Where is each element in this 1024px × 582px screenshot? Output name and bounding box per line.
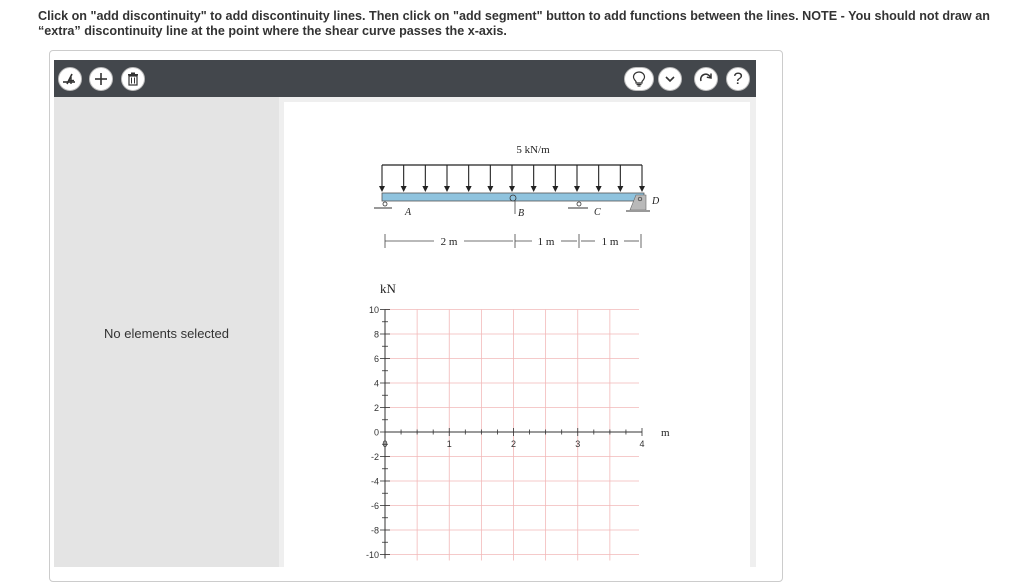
load-arrow-head xyxy=(401,186,407,192)
beam-diagram xyxy=(374,144,660,248)
redo-icon xyxy=(698,71,714,87)
add-discontinuity-icon xyxy=(62,71,78,87)
options-dropdown-button[interactable] xyxy=(658,67,682,91)
trash-icon xyxy=(126,72,140,86)
load-arrows xyxy=(379,165,645,192)
add-segment-button[interactable] xyxy=(89,67,113,91)
dim-label-cd: 1 m xyxy=(601,236,619,248)
help-button[interactable] xyxy=(726,67,750,91)
canvas-area xyxy=(279,97,756,567)
point-label-d: D xyxy=(652,196,660,207)
beam-bar xyxy=(382,193,644,201)
dim-label-ab: 2 m xyxy=(440,236,458,248)
hint-button[interactable] xyxy=(624,67,654,91)
point-label-a: A xyxy=(405,207,412,218)
canvas-svg xyxy=(284,102,750,572)
load-arrow-head xyxy=(574,186,580,192)
y-tick-label: -8 xyxy=(370,525,379,536)
x-axis-label: m xyxy=(661,427,670,439)
y-tick-label: -10 xyxy=(365,550,379,560)
y-tick-label: 6 xyxy=(373,354,379,364)
dim-label-bc: 1 m xyxy=(537,236,555,248)
load-arrow-head xyxy=(509,186,515,192)
load-arrow-head xyxy=(531,186,537,192)
redo-button[interactable] xyxy=(694,67,718,91)
pin-support-a xyxy=(374,202,392,209)
load-arrow-head xyxy=(639,186,645,192)
load-arrow-head xyxy=(466,186,472,192)
properties-panel xyxy=(54,97,279,567)
y-tick-label: 4 xyxy=(373,378,379,389)
y-tick-label: -2 xyxy=(370,452,379,462)
load-arrow-head xyxy=(379,186,385,192)
load-arrow-head xyxy=(617,186,623,192)
load-label: 5 kN/m xyxy=(516,144,550,156)
x-tick-labels xyxy=(382,439,644,449)
x-tick-label: 3 xyxy=(575,439,581,449)
plot-grid xyxy=(385,310,639,561)
load-arrow-head xyxy=(422,186,428,192)
load-arrow-head xyxy=(487,186,493,192)
y-tick-label: 8 xyxy=(373,329,379,340)
x-tick-label: 1 xyxy=(446,439,452,449)
instructions-text: Click on "add discontinuity" to add discontinuity lines. Then click on "add segment" button to add functions between the lines. NOTE - You should not draw an “extra” discontinuity line at the point where the shear curve passes the x-axis. xyxy=(38,9,990,38)
roller-support-c xyxy=(568,202,588,209)
drawing-canvas[interactable] xyxy=(284,102,750,572)
add-discontinuity-button[interactable] xyxy=(58,67,82,91)
toolbar xyxy=(54,60,756,97)
selection-status: No elements selected xyxy=(103,326,229,341)
delete-button[interactable] xyxy=(121,67,145,91)
chevron-down-icon xyxy=(664,73,676,85)
x-tick-label: 2 xyxy=(510,439,517,449)
lightbulb-icon xyxy=(632,71,646,87)
shear-plot xyxy=(366,281,670,561)
point-label-b: B xyxy=(518,208,525,219)
add-segment-icon xyxy=(93,71,109,87)
load-arrow-head xyxy=(596,186,602,192)
point-label-c: C xyxy=(594,207,601,218)
help-icon: ? xyxy=(733,69,743,88)
plot-axes xyxy=(380,310,645,559)
y-tick-label: -4 xyxy=(370,476,379,487)
load-arrow-head xyxy=(444,186,450,192)
load-arrow-head xyxy=(552,186,558,192)
y-tick-label: -6 xyxy=(370,501,379,511)
x-tick-label: 0 xyxy=(382,439,388,449)
y-tick-labels xyxy=(366,305,379,560)
x-tick-label: 4 xyxy=(639,439,645,449)
y-tick-label: 10 xyxy=(368,305,379,315)
y-tick-label: 2 xyxy=(373,403,379,413)
y-axis-label: kN xyxy=(380,281,396,296)
y-tick-label: 0 xyxy=(373,427,379,438)
